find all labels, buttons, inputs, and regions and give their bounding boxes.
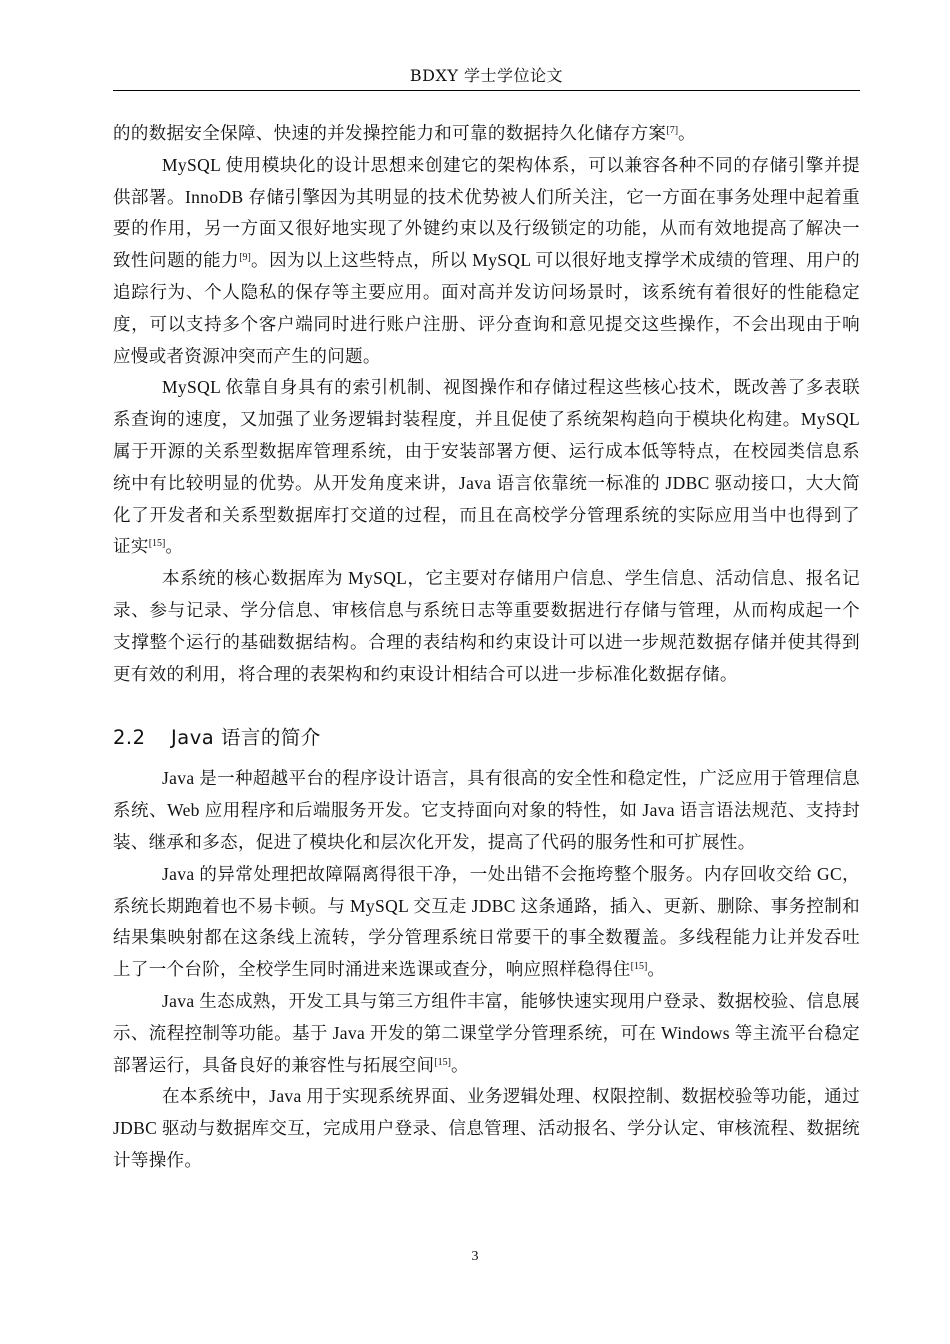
citation: [9] xyxy=(239,252,251,264)
paragraph xyxy=(113,859,860,986)
section-heading xyxy=(113,723,860,753)
paragraph-text: 在本系统中，Java 用于实现系统界面、业务逻辑处理、权限控制、数据校验等功能，通过 JDBC 驱动与数据库交互，完成用户登录、信息管理、活动报名、学分认定、审核流程、数据统计等操作。 xyxy=(113,1086,860,1170)
header-rule xyxy=(113,90,860,91)
paragraph-tail: 。因为以上这些特点，所以 MySQL 可以很好地支撑学术成绩的管理、用户的追踪行为、个人隐私的保存等主要应用。面对高并发访问场景时，该系统有着很好的性能稳定度，可以支持多个客户端同时进行账户注册、评分查询和意见提交这些操作，不会出现由于响应慢或者资源冲突而产生的问题。 xyxy=(113,250,860,366)
citation: [15] xyxy=(630,961,648,973)
section-title: Java 语言的简介 xyxy=(171,726,321,750)
citation: [7] xyxy=(666,125,679,136)
paragraph-tail: 。 xyxy=(647,959,666,980)
paragraph-tail: 。 xyxy=(678,123,696,143)
paragraph-text: MySQL 使用模块化的设计思想来创建它的架构体系，可以兼容各种不同的存储引擎并提供部署。InnoDB 存储引擎因为其明显的技术优势被人们所关注，它一方面在事务处理中起着重要的作用，另一方面又很好地实现了外键约束以及行级锁定的功能，从而有效地提高了解决一致性问题的能力 xyxy=(113,154,860,271)
citation: [15] xyxy=(434,1056,451,1068)
paragraph-text: 本系统的核心数据库为 MySQL，它主要对存储用户信息、学生信息、活动信息、报名记录、参与记录、学分信息、审核信息与系统日志等重要数据进行存储与管理，从而构成起一个支撑整个运行的基础数据结构。合理的表结构和约束设计可以进一步规范数据存储并使其得到更有效的利用，将合理的表架构和约束设计相结合可以进一步标准化数据存储。 xyxy=(113,568,860,684)
paragraph xyxy=(113,118,860,150)
paragraph-tail: 。 xyxy=(165,536,184,557)
paragraph xyxy=(113,372,860,563)
page-number: 3 xyxy=(471,1249,479,1264)
paragraph-text: Java 是一种超越平台的程序设计语言，具有很高的安全性和稳定性，广泛应用于管理信息系统、Web 应用程序和后端服务开发。它支持面向对象的特性，如 Java 语言语法规范、支持封装、继承和多态，促进了模块化和层次化开发，提高了代码的服务性和可扩展性。 xyxy=(113,768,860,852)
document-body xyxy=(113,118,860,1177)
paragraph-text: Java 的异常处理把故障隔离得很干净，一处出错不会拖垮整个服务。内存回收交给 GC，系统长期跑着也不易卡顿。与 MySQL 交互走 JDBC 这条通路，插入、更新、删除、事务控制和结果集映射都在这条线上流转，学分管理系统日常要干的事全数覆盖。多线程能力让并发吞吐上了一个台阶，全校学生同时涌进来选课或查分，响应照样稳得住 xyxy=(113,863,860,980)
paragraph-text: Java 生态成熟，开发工具与第三方组件丰富，能够快速实现用户登录、数据校验、信息展示、流程控制等功能。基于 Java 开发的第二课堂学分管理系统，可在 Windows 等主流平台稳定部署运行，具备良好的兼容性与拓展空间 xyxy=(113,990,860,1075)
paragraph xyxy=(113,563,860,690)
paragraph xyxy=(113,763,860,858)
citation: [15] xyxy=(148,538,166,550)
section-number: 2.2 xyxy=(113,726,146,750)
paragraph xyxy=(113,1081,860,1176)
page-header: BDXY 学士学位论文 xyxy=(409,66,564,85)
paragraph xyxy=(113,150,860,373)
paragraph xyxy=(113,986,860,1081)
paragraph-text: 的的数据安全保障、快速的并发操控能力和可靠的数据持久化储存方案 xyxy=(113,123,667,143)
paragraph-tail: 。 xyxy=(450,1054,469,1075)
paragraph-text: MySQL 依靠自身具有的索引机制、视图操作和存储过程这些核心技术，既改善了多表联系查询的速度，又加强了业务逻辑封装程度，并且促使了系统架构趋向于模块化构建。MySQL 属于开源的关系型数据库管理系统，由于安装部署方便、运行成本低等特点，在校园类信息系统中有比较明显的优势。从开发角度来讲，Java 语言依靠统一标准的 JDBC 驱动接口，大大简化了开发者和关系型数据库打交道的过程，而且在高校学分管理系统的实际应用当中也得到了证实 xyxy=(113,377,860,557)
